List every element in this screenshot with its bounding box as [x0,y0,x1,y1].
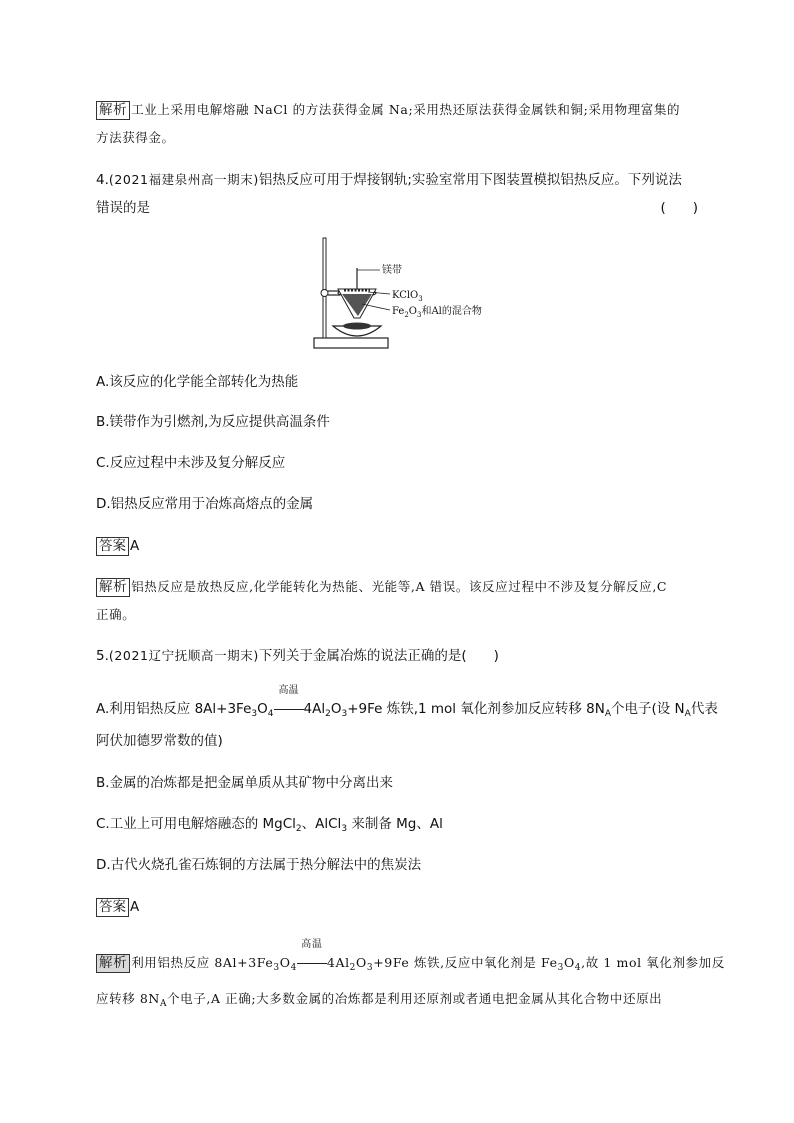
thermite-apparatus-figure [300,232,520,357]
q3-analysis-line2: 方法获得金。 [96,130,175,145]
q3-analysis-text: 工业上采用电解熔融 NaCl 的方法获得金属 Na;采用热还原法获得金属铁和铜;采用物理富集的 [131,102,681,117]
q4-stem-line1: 4.(2021福建泉州高一期末)铝热反应可用于焊接钢轨;实验室常用下图装置模拟铝热反应。下列说法 [96,172,682,188]
q5-analysis-line1: 解析 利用铝热反应 $8Al+3Fe_3O_4$ 高温 $4Al_2O_3+9Fe$ 炼铁,反应中氧化剂是 $Fe_3O_4$,故 1 mol 氧化剂参加反 [96,953,725,973]
q5-stem: 5.(2021辽宁抚顺高一期末)下列关于金属冶炼的说法正确的是( ) [96,648,499,664]
label-mixture: $Fe_2O_3$和Al的混合物 [392,306,482,319]
q4-answer [96,536,139,556]
q4-option-c: C.反应过程中未涉及复分解反应 [96,455,286,471]
sand [343,323,371,330]
answer-tag: 答案 [96,537,129,556]
label-kclo3: KClO$_3$ [392,290,423,303]
q5-option-b: B.金属的冶炼都是把金属单质从其矿物中分离出来 [96,775,394,791]
analysis-tag: 解析 [96,954,130,973]
stand-clamp [321,290,328,297]
q5-number: 5 [96,648,105,664]
q4-option-a: A.该反应的化学能全部转化为热能 [96,374,299,390]
q5-option-a-line1: A.利用铝热反应 $8Al+3Fe_3O_4$ 高温 $4Al_2O_3+9Fe$ 炼铁,1 mol 氧化剂参加反应转移 $8N_A$个电子(设 $N_A$代表 [96,685,718,719]
q4-stem-text2: 错误的是 [96,200,150,216]
q5-answer-value: A [130,899,140,915]
reaction-condition: 高温 [297,953,327,973]
q4-option-b: B.镁带作为引燃剂,为反应提供高温条件 [96,414,330,430]
analysis-tag: 解析 [96,101,130,120]
q4-source: (2021福建泉州高一期末) [108,172,259,187]
analysis-tag: 解析 [96,578,130,597]
q5-source: (2021辽宁抚顺高一期末) [108,648,259,663]
label-magnesium: 镁带 [382,265,402,276]
q5-analysis-line2: 应转移 $8N_A$个电子,A 正确;大多数金属的冶炼都是利用还原剂或者通电把金属从其化合物中还原出 [96,991,663,1009]
stand-base [314,338,388,348]
q4-analysis-line2: 正确。 [96,607,136,622]
answer-paren: ( ) [660,200,698,216]
q4-answer-value: A [130,538,140,554]
stand-rod [323,238,326,338]
answer-tag: 答案 [96,898,129,917]
q4-stem-text: 铝热反应可用于焊接钢轨;实验室常用下图装置模拟铝热反应。下列说法 [258,172,682,188]
q4-analysis-line1 [96,577,667,597]
q5-option-c: C.工业上可用电解熔融态的 MgCl$_2$、AlCl$_3$ 来制备 Mg、Al [96,816,443,834]
q5-answer [96,897,139,917]
q4-analysis-text: 铝热反应是放热反应,化学能转化为热能、光能等,A 错误。该反应过程中不涉及复分解反应,C [131,579,668,594]
q5-option-d: D.古代火烧孔雀石炼铜的方法属于热分解法中的焦炭法 [96,857,422,873]
q5-option-a-line2: 阿伏加德罗常数的值) [96,733,223,749]
q4-stem-line2 [96,198,698,218]
reaction-condition: 高温 [274,699,304,719]
q5-stem-text: 下列关于金属冶炼的说法正确的是( ) [258,648,499,664]
q4-option-d: D.铝热反应常用于冶炼高熔点的金属 [96,496,314,512]
q3-analysis-line1 [96,100,680,120]
q4-number: 4 [96,172,105,188]
